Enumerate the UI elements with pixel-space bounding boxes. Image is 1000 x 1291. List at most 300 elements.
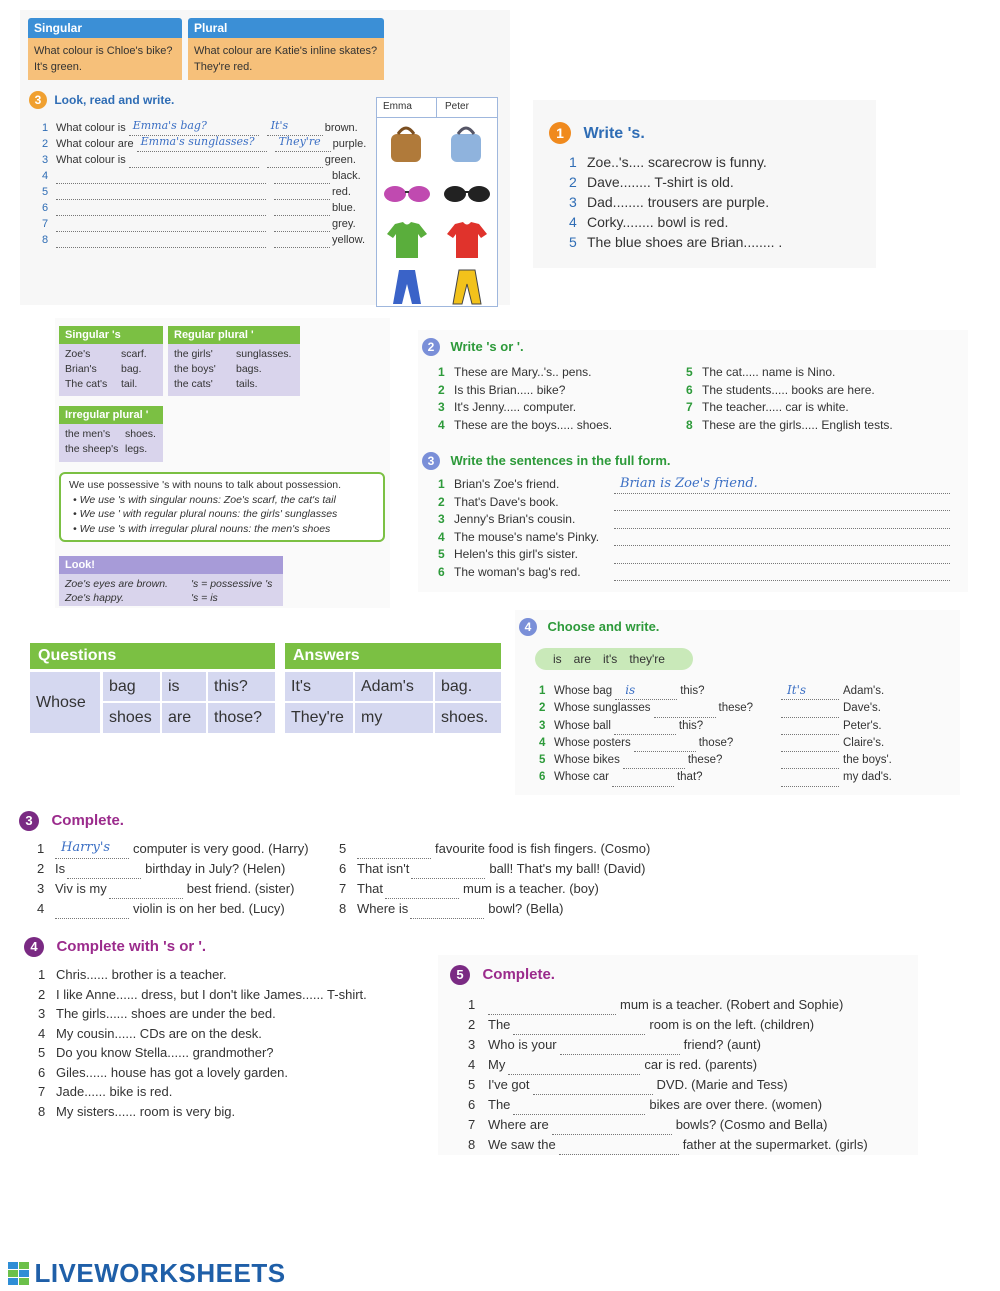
look-meaning-2: 's = is — [191, 592, 218, 604]
answer-blank-1[interactable] — [137, 135, 267, 152]
handwritten-answer: Emma's bag? — [132, 119, 207, 132]
row-number: 4 — [38, 1025, 46, 1041]
ex2-row — [686, 364, 966, 382]
row-post: violin is on her bed. (Lucy) — [133, 901, 285, 916]
row-pre: The — [488, 1097, 511, 1112]
complete-row — [339, 879, 684, 899]
row-number: 6 — [339, 861, 347, 876]
word-option: it's — [603, 652, 618, 666]
exercise-number: 4 — [24, 937, 44, 957]
row-text: The students..... books are here. — [702, 382, 875, 397]
possessive-blank[interactable] — [55, 907, 129, 919]
exercise-number: 3 — [29, 91, 47, 109]
answer-blank[interactable] — [781, 757, 839, 769]
row-number: 1 — [468, 997, 476, 1012]
peter-header: Peter — [437, 98, 497, 118]
handwritten-answer: Harry's — [61, 840, 111, 855]
row-pre: Who is your — [488, 1037, 557, 1052]
row-number: 1 — [37, 841, 45, 856]
answer-blank-2[interactable] — [275, 135, 331, 152]
grammar-noun: The cat's — [65, 378, 108, 390]
complete-row — [339, 839, 684, 859]
possessive-blank[interactable] — [55, 840, 129, 859]
full-form-row — [438, 511, 968, 529]
row-number: 6 — [468, 1097, 476, 1112]
row-number: 7 — [686, 400, 693, 414]
row-owner: Dave's. — [843, 702, 881, 715]
row-question: What colour is — [56, 122, 126, 134]
write-s-row — [569, 152, 869, 172]
grammar-noun: the men's — [65, 428, 111, 440]
row-number: 7 — [468, 1117, 476, 1132]
row-text: Dave........ T-shirt is old. — [587, 174, 734, 190]
ex2-row — [438, 382, 688, 400]
this-cell: this? — [208, 672, 275, 701]
row-number: 8 — [468, 1137, 476, 1152]
colour-row — [42, 136, 372, 152]
full-form-row — [438, 529, 968, 547]
verb-blank[interactable] — [614, 723, 676, 735]
row-post: car is red. (parents) — [644, 1057, 758, 1072]
complete-row — [468, 1055, 918, 1075]
row-number: 8 — [686, 417, 693, 432]
row-colour: red. — [332, 186, 351, 198]
row-end: this? — [680, 685, 705, 697]
look-header: Look! — [59, 556, 283, 574]
questions-header: Questions — [30, 643, 275, 669]
choose-row — [539, 683, 959, 700]
look-example-2: Zoe's happy. — [65, 592, 125, 604]
complete-row — [468, 1115, 918, 1135]
write-s-rows — [569, 152, 869, 252]
choose-row — [539, 718, 959, 735]
questions-table — [30, 643, 275, 735]
handwritten-answer: is — [625, 683, 636, 697]
grammar-object: shoes. — [125, 428, 156, 440]
full-form-row — [438, 546, 968, 564]
complete-row — [339, 899, 684, 919]
yellow-trousers-icon — [441, 266, 493, 306]
full-form-blank[interactable] — [614, 534, 950, 546]
row-text: It's Jenny..... computer. — [454, 400, 577, 414]
complete-row — [468, 1075, 918, 1095]
full-form-blank[interactable] — [614, 552, 950, 564]
row-text: Corky........ bowl is red. — [587, 214, 729, 230]
look-box — [59, 556, 283, 606]
row-pre: Where is — [357, 901, 409, 916]
row-text: Chris...... brother is a teacher. — [56, 967, 227, 982]
verb-blank[interactable] — [654, 706, 716, 718]
row-colour: purple. — [332, 138, 367, 150]
row-end: these? — [718, 702, 754, 715]
look-meaning-1: 's = possessive 's — [191, 578, 273, 590]
complete-row — [38, 1024, 418, 1044]
grammar-panel — [55, 318, 390, 608]
shoes-cell: shoes — [103, 703, 160, 733]
verb-blank[interactable] — [623, 757, 685, 769]
answer-blank-1[interactable] — [56, 188, 266, 200]
row-number: 8 — [38, 1103, 46, 1119]
complete-row — [38, 985, 418, 1005]
full-form-row — [438, 564, 968, 582]
rule-3: We use 's with irregular plural nouns: the men's shoes — [79, 522, 331, 535]
row-number: 8 — [339, 901, 347, 916]
row-end: these? — [687, 754, 723, 767]
regular-plural-header: Regular plural ' — [168, 326, 300, 344]
complete-row — [38, 1082, 418, 1102]
row-number: 1 — [42, 122, 49, 134]
possessive-blank[interactable] — [385, 887, 459, 899]
ex2-row — [686, 399, 966, 417]
those-cell: those? — [208, 703, 275, 733]
possessive-blank[interactable] — [109, 887, 183, 899]
row-number: 6 — [438, 564, 445, 579]
row-pre: Where are — [488, 1117, 549, 1132]
liveworksheets-logo — [8, 1258, 286, 1288]
exercise-number: 5 — [450, 965, 470, 985]
answer-blank-2[interactable] — [274, 204, 330, 216]
possessive-blank[interactable] — [552, 1123, 672, 1135]
possessive-blank[interactable] — [508, 1063, 640, 1075]
singular-question: What colour is Chloe's bike? — [34, 45, 173, 57]
row-post: birthday in July? (Helen) — [145, 861, 286, 876]
exercise-number: 3 — [422, 452, 440, 470]
row-owner: the boys'. — [843, 754, 892, 767]
possessive-blank[interactable] — [67, 867, 141, 879]
regular-plural-box — [168, 326, 300, 396]
purple-sunglasses-icon — [381, 170, 433, 214]
grammar-noun: Zoe's — [65, 348, 91, 360]
row-text: These are Mary..'s.. pens. — [454, 365, 592, 379]
row-text: The cat..... name is Nino. — [702, 365, 836, 379]
exercise-title: Write 's. — [583, 125, 645, 142]
grammar-row — [65, 377, 157, 392]
colour-rows — [42, 120, 372, 248]
row-number: 6 — [42, 202, 49, 214]
grammar-object: tail. — [121, 378, 138, 390]
row-owner: Adam's. — [843, 685, 885, 697]
complete-row — [468, 1035, 918, 1055]
red-tshirt-icon — [441, 218, 493, 262]
row-colour: blue. — [332, 202, 356, 214]
write-s-row — [569, 172, 869, 192]
row-number: 4 — [42, 170, 49, 182]
row-post: bowls? (Cosmo and Bella) — [675, 1117, 828, 1132]
row-text: These are the boys..... shoes. — [454, 417, 613, 432]
singular-header: Singular — [28, 18, 182, 38]
ex2-row — [438, 364, 688, 382]
row-colour: brown. — [324, 122, 358, 134]
green-tshirt-icon — [381, 218, 433, 262]
complete-row — [37, 899, 357, 919]
grammar-row — [65, 427, 157, 442]
grammar-object: bags. — [236, 363, 262, 375]
verb-blank[interactable] — [634, 740, 696, 752]
complete-row — [37, 879, 357, 899]
row-question: Whose bikes — [554, 754, 620, 767]
verb-blank[interactable] — [615, 683, 677, 700]
row-post: computer is very good. (Harry) — [133, 841, 309, 856]
ex2-row — [686, 417, 966, 435]
row-number: 5 — [686, 365, 693, 379]
logo-text: LIVEWORKSHEETS — [34, 1258, 286, 1288]
full-form-row — [438, 476, 968, 494]
are-cell: are — [162, 703, 206, 733]
exercise-title: Write 's or '. — [450, 339, 524, 354]
answer-blank[interactable] — [781, 706, 839, 718]
row-number: 4 — [438, 529, 445, 544]
answer-blank-2[interactable] — [274, 172, 330, 184]
answer-blank-1[interactable] — [56, 236, 266, 248]
row-number: 5 — [339, 841, 347, 856]
colour-row — [42, 152, 372, 168]
handwritten-answer: Emma's sunglasses? — [140, 135, 255, 148]
row-question: What colour is — [56, 154, 126, 166]
row-number: 6 — [38, 1064, 46, 1080]
grammar-row — [174, 347, 294, 362]
logo-icon — [8, 1262, 30, 1286]
plural-header: Plural — [188, 18, 384, 38]
row-text: Dad........ trousers are purple. — [587, 194, 770, 210]
exercise-title: Complete. — [482, 966, 555, 983]
possessive-blank[interactable] — [533, 1083, 653, 1095]
row-pre: We saw the — [488, 1137, 556, 1152]
row-number: 1 — [539, 685, 546, 697]
colour-exercise-panel — [20, 10, 510, 305]
row-number: 4 — [438, 417, 445, 432]
possessive-blank[interactable] — [411, 867, 485, 879]
bag-cell: bag — [103, 672, 160, 701]
complete-row — [468, 1015, 918, 1035]
answer-blank-1[interactable] — [56, 204, 266, 216]
answer-blank-2[interactable] — [274, 220, 330, 232]
rule-box: We use possessive 's with nouns to talk about possession. • We use 's with singular nouns: Zoe's scarf, the cat's tail • We use ' with regular plural nouns: the girls' sunglasses • We use 's with irregular plural nouns: the men's shoes — [59, 472, 385, 542]
answer-blank-1[interactable] — [56, 172, 266, 184]
row-number: 5 — [468, 1077, 476, 1092]
row-text: Is this Brian..... bike? — [454, 382, 566, 397]
irregular-plural-header: Irregular plural ' — [59, 406, 163, 424]
colour-row — [42, 184, 372, 200]
row-post: favourite food is fish fingers. (Cosmo) — [435, 841, 651, 856]
complete-row — [339, 859, 684, 879]
exercise-title: Write the sentences in the full form. — [450, 453, 671, 468]
row-number: 6 — [539, 771, 546, 784]
grammar-object: scarf. — [121, 348, 147, 360]
complete-row — [38, 1063, 418, 1083]
row-question: Whose ball — [554, 719, 611, 732]
row-post: DVD. (Marie and Tess) — [656, 1077, 788, 1092]
row-owner: my dad's. — [843, 771, 892, 784]
row-number: 2 — [42, 138, 49, 150]
row-post: ball! That's my ball! (David) — [489, 861, 646, 876]
row-colour: green. — [324, 154, 356, 166]
handwritten-answer: Brian is Zoe's friend. — [620, 476, 758, 491]
row-text: Helen's this girl's sister. — [454, 547, 578, 561]
exercise-number: 3 — [19, 811, 39, 831]
row-number: 5 — [38, 1045, 46, 1060]
whose-cell: Whose — [30, 672, 100, 733]
row-number: 4 — [37, 901, 45, 916]
row-number: 5 — [438, 547, 445, 561]
choose-row — [539, 752, 959, 769]
word-option: is — [553, 652, 562, 666]
row-pre: I've got — [488, 1077, 530, 1092]
row-text: I like Anne...... dress, but I don't like James...... T-shirt. — [56, 986, 367, 1002]
complete-4-panel — [20, 933, 420, 1128]
exercise-title: Look, read and write. — [54, 93, 175, 107]
row-number: 1 — [438, 365, 445, 379]
look-example-1: Zoe's eyes are brown. — [65, 578, 168, 590]
row-text: My sisters...... room is very big. — [56, 1103, 236, 1119]
row-number: 3 — [438, 512, 445, 526]
complete-row — [37, 839, 357, 859]
row-owner: Peter's. — [843, 719, 882, 732]
possessive-blank[interactable] — [513, 1023, 645, 1035]
grammar-row — [174, 362, 294, 377]
answer-blank-2[interactable] — [267, 156, 323, 168]
plural-question: What colour are Katie's inline skates? — [194, 45, 378, 57]
row-text: Zoe..'s.... scarecrow is funny. — [587, 154, 767, 170]
row-number: 5 — [42, 186, 49, 198]
word-bank — [535, 648, 693, 670]
row-question: Whose posters — [554, 736, 631, 749]
row-number: 3 — [38, 1006, 46, 1021]
word-option: they're — [629, 652, 665, 666]
theyre-cell: They're — [285, 703, 353, 733]
row-question: Whose car — [554, 771, 609, 784]
row-number: 2 — [468, 1017, 476, 1032]
row-text: Jenny's Brian's cousin. — [454, 512, 576, 526]
rule-2: We use ' with regular plural nouns: the girls' sunglasses — [79, 508, 338, 520]
answer-blank[interactable] — [781, 775, 839, 787]
write-s-panel — [533, 100, 876, 268]
possessive-blank[interactable] — [488, 1003, 616, 1015]
row-number: 1 — [569, 154, 577, 170]
complete-row — [37, 859, 357, 879]
row-number: 3 — [468, 1037, 476, 1052]
answer-blank[interactable] — [781, 683, 839, 700]
verb-blank[interactable] — [612, 775, 674, 787]
row-end: those? — [698, 736, 734, 749]
handwritten-answer: It's — [270, 119, 289, 132]
row-end: this? — [678, 719, 704, 732]
complete-row — [38, 965, 418, 985]
row-number: 3 — [42, 154, 49, 166]
singular-box — [28, 18, 182, 80]
choose-row — [539, 700, 959, 717]
exercise-title: Complete with 's or '. — [56, 938, 207, 955]
row-colour: yellow. — [332, 234, 366, 246]
blue-bag-icon — [441, 122, 493, 166]
full-form-blank[interactable] — [614, 476, 950, 494]
full-form-blank[interactable] — [614, 569, 950, 581]
row-pre: That isn't — [357, 861, 410, 876]
colour-row — [42, 200, 372, 216]
complete-3-panel — [15, 805, 685, 925]
answer-blank-1[interactable] — [129, 156, 259, 168]
ex2-row — [438, 399, 688, 417]
answer-blank-2[interactable] — [274, 188, 330, 200]
handwritten-answer: They're — [278, 135, 321, 148]
row-text: Jade...... bike is red. — [56, 1084, 173, 1099]
row-question: Whose sunglasses — [554, 702, 651, 715]
grammar-object: tails. — [236, 378, 258, 390]
colour-row — [42, 216, 372, 232]
plural-answer: They're red. — [194, 61, 253, 73]
exercise-2-3-panel — [418, 330, 968, 592]
row-number: 4 — [539, 736, 546, 749]
singular-s-box — [59, 326, 163, 396]
row-number: 1 — [438, 477, 445, 491]
grammar-row — [65, 362, 157, 377]
row-question: What colour are — [56, 138, 134, 150]
row-number: 7 — [339, 881, 347, 896]
row-pre: That — [357, 881, 384, 896]
row-text: The girls...... shoes are under the bed. — [56, 1006, 276, 1021]
row-text: My cousin...... CDs are on the desk. — [56, 1025, 262, 1041]
adams-cell: Adam's — [355, 672, 433, 701]
answer-blank[interactable] — [781, 723, 839, 735]
row-number: 3 — [569, 194, 577, 210]
plural-box — [188, 18, 384, 80]
row-number: 5 — [569, 234, 577, 250]
colour-row — [42, 168, 372, 184]
row-pre: The — [488, 1017, 511, 1032]
row-question: Whose bag — [554, 685, 613, 697]
answer-blank-2[interactable] — [274, 236, 330, 248]
exercise-number: 1 — [549, 122, 571, 144]
row-number: 5 — [539, 754, 546, 767]
row-text: The teacher..... car is white. — [702, 400, 849, 414]
exercise-title: Complete. — [51, 812, 124, 829]
is-cell: is — [162, 672, 206, 701]
row-colour: grey. — [332, 218, 356, 230]
possessive-blank[interactable] — [513, 1103, 645, 1115]
colour-row — [42, 232, 372, 248]
row-number: 4 — [569, 214, 577, 230]
full-form-blank[interactable] — [614, 499, 950, 511]
write-s-row — [569, 212, 869, 232]
row-post: bowl? (Bella) — [488, 901, 564, 916]
row-number: 2 — [438, 494, 445, 509]
row-number: 3 — [37, 881, 45, 896]
row-text: The mouse's name's Pinky. — [454, 529, 600, 544]
complete-5-panel — [438, 955, 918, 1155]
full-form-blank[interactable] — [614, 517, 950, 529]
word-option: are — [573, 652, 592, 666]
ex2-row — [686, 382, 966, 400]
possessive-blank[interactable] — [357, 847, 431, 859]
grammar-object: sunglasses. — [236, 348, 292, 360]
possessive-blank[interactable] — [410, 907, 484, 919]
answer-blank-1[interactable] — [56, 220, 266, 232]
complete-row — [468, 1135, 918, 1155]
grammar-row — [65, 442, 157, 457]
complete-row — [468, 1095, 918, 1115]
grammar-row — [174, 377, 294, 392]
exercise-number: 4 — [519, 618, 537, 636]
picture-grid — [376, 97, 498, 307]
write-s-row — [569, 192, 869, 212]
possessive-blank[interactable] — [560, 1043, 680, 1055]
answer-blank[interactable] — [781, 740, 839, 752]
row-text: These are the girls..... English tests. — [702, 417, 893, 432]
complete-row — [38, 1004, 418, 1024]
row-number: 2 — [37, 861, 45, 876]
possessive-blank[interactable] — [559, 1143, 679, 1155]
row-pre: My — [488, 1057, 506, 1072]
exercise-title: Choose and write. — [547, 619, 660, 634]
